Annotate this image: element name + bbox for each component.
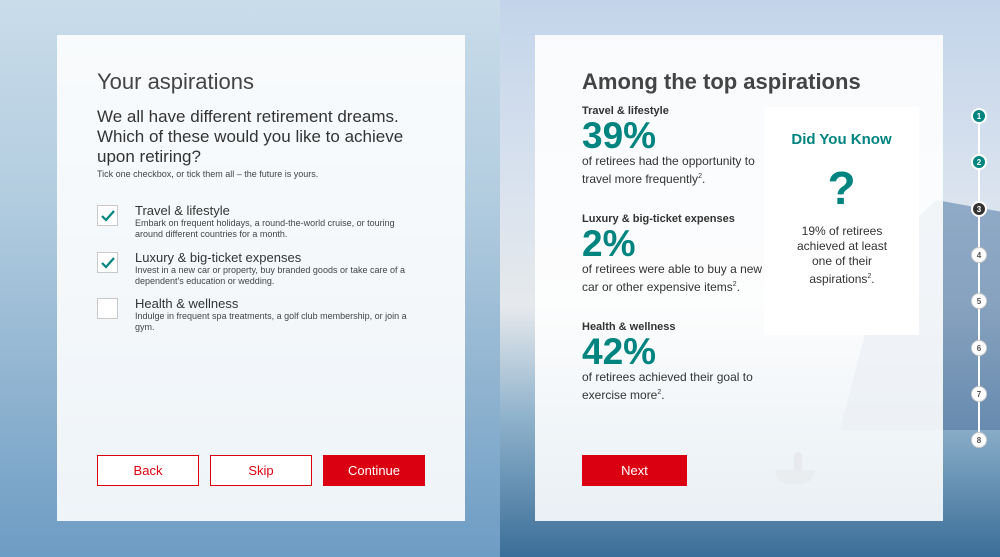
- stat-label: Luxury & big-ticket expenses: [582, 213, 735, 225]
- stat-health: [582, 321, 767, 403]
- stat-description: of retirees were able to buy a new car or other expensive items$^2$.: [582, 262, 763, 294]
- stat-percent: 39%: [582, 115, 657, 156]
- stat-description: of retirees achieved their goal to exercise more$^2$.: [582, 370, 753, 402]
- progress-step-1[interactable]: 1: [971, 108, 987, 124]
- intro-text: We all have different retirement dreams. Which of these would you like to achieve upon retiring?: [97, 107, 404, 166]
- option-description: Embark on frequent holidays, a round-the-world cruise, or touring around different countries for a month.: [135, 218, 395, 239]
- next-button[interactable]: Next: [582, 455, 687, 486]
- top-aspirations-panel: [535, 35, 943, 521]
- stat-percent: 2%: [582, 223, 636, 264]
- stat-travel: [582, 105, 767, 187]
- option-title: Travel & lifestyle: [135, 203, 230, 218]
- stat-percent: 42%: [582, 331, 657, 372]
- option-description: Indulge in frequent spa treatments, a golf club membership, or join a gym.: [135, 311, 407, 332]
- option-luxury-expenses[interactable]: [97, 250, 427, 294]
- aspirations-panel: [57, 35, 465, 521]
- hint-text: Tick one checkbox, or tick them all – the future is yours.: [97, 169, 319, 179]
- progress-step-6[interactable]: 6: [971, 340, 987, 356]
- check-icon: [100, 256, 116, 270]
- progress-step-2[interactable]: 2: [971, 154, 987, 170]
- progress-step-8[interactable]: 8: [971, 432, 987, 448]
- option-health-wellness[interactable]: [97, 296, 427, 340]
- page-title: Your aspirations: [97, 69, 254, 94]
- check-icon: [100, 209, 116, 223]
- progress-step-4[interactable]: 4: [971, 247, 987, 263]
- question-mark-icon: ?: [827, 162, 856, 214]
- panel-title: Among the top aspirations: [582, 69, 861, 94]
- progress-step-3[interactable]: 3: [971, 201, 987, 217]
- back-button[interactable]: Back: [97, 455, 199, 486]
- continue-button[interactable]: Continue: [323, 455, 425, 486]
- stat-label: Travel & lifestyle: [582, 105, 669, 117]
- luxury-checkbox[interactable]: [97, 252, 118, 273]
- progress-step-7[interactable]: 7: [971, 386, 987, 402]
- skip-button[interactable]: Skip: [210, 455, 312, 486]
- option-title: Luxury & big-ticket expenses: [135, 250, 302, 265]
- option-description: Invest in a new car or property, buy branded goods or take care of a dependent's education or wedding.: [135, 265, 405, 286]
- progress-step-5[interactable]: 5: [971, 293, 987, 309]
- option-title: Health & wellness: [135, 296, 239, 311]
- travel-checkbox[interactable]: [97, 205, 118, 226]
- did-you-know-text: 19% of retirees achieved at least one of their aspirations$^2$.: [796, 224, 888, 286]
- stat-description: of retirees had the opportunity to travel more frequently$^2$.: [582, 154, 755, 186]
- stat-luxury: [582, 213, 767, 295]
- option-travel-lifestyle[interactable]: [97, 203, 427, 247]
- did-you-know-box: [764, 107, 919, 335]
- did-you-know-title: Did You Know: [791, 131, 892, 148]
- health-checkbox[interactable]: [97, 298, 118, 319]
- stat-label: Health & wellness: [582, 321, 676, 333]
